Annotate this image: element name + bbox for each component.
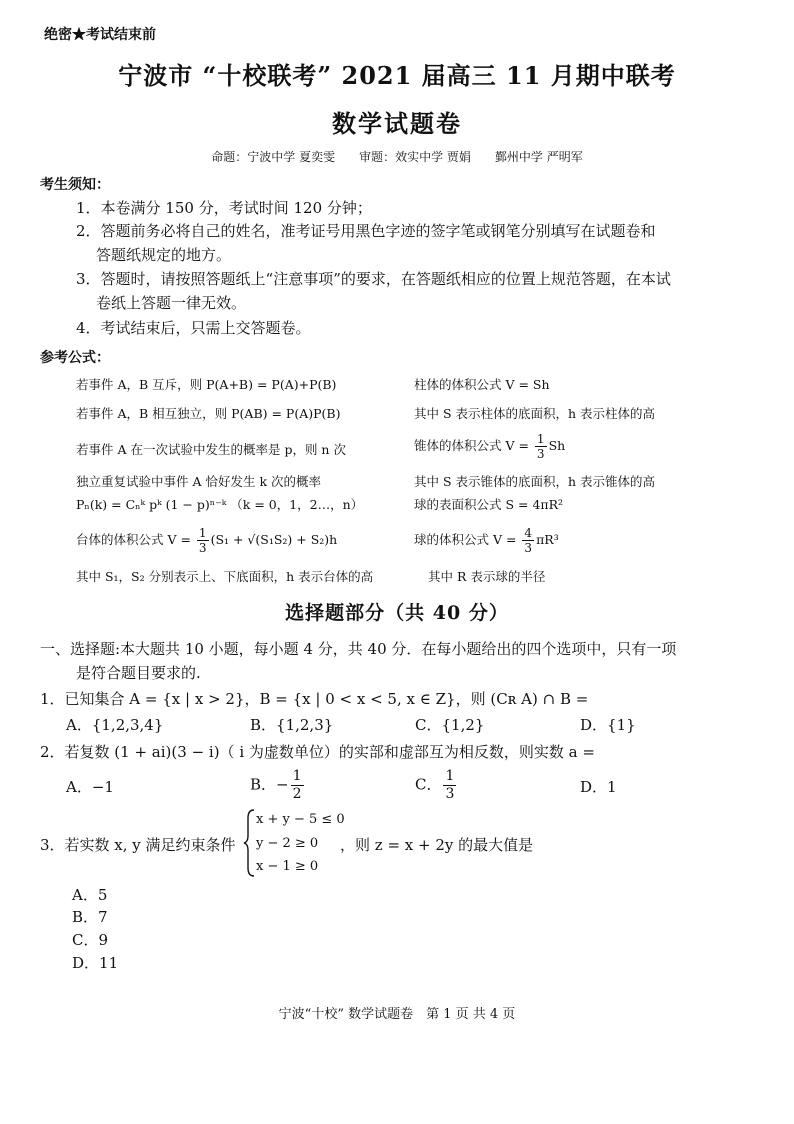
part-instruction: 一、选择题:本大题共 10 小题，每小题 4 分，共 40 分．在每小题给出的四个选项中，只有一项 [40,640,677,658]
question-1-option-d: D．{1} [580,716,636,734]
notice-item: 2．答题前务必将自己的姓名，准考证号用黑色字迹的签字笔或钢笔分别填写在试题卷和 [76,222,656,240]
question-2-option-b: B．− $\frac{1}{2}$ [250,768,302,802]
question-1-option-a: A．{1,2,3,4} [66,716,164,734]
formula-mutually-exclusive: 若事件 A，B 互斥，则 P(A+B) = P(A)+P(B) [76,377,337,392]
fraction-four-thirds: $\frac{4}{3}$ [524,526,533,555]
fraction-one-half: $\frac{1}{2}$ [292,768,302,802]
question-1-stem: 1．已知集合 A = {x | x > 2}，B = {x | 0 < x < 5, x ∈ Z}，则 (Cʀ A) ∩ B = [40,690,589,708]
formula-cone-note: 其中 S 表示锥体的底面积，h 表示锥体的高 [414,474,656,489]
formula-sphere-note: 其中 R 表示球的半径 [428,569,546,584]
part-title: 选择题部分（共 40 分） [285,602,509,624]
exam-title: 宁波市 “十校联考” 2021 届高三 11 月期中联考 [118,61,676,90]
notice-item: 卷纸上答题一律无效。 [96,294,247,312]
fraction-one-third: $\frac{1}{3}$ [198,526,207,555]
question-1-option-b: B．{1,2,3} [250,716,334,734]
question-3-option-d: D．11 [72,954,119,972]
formula-independent: 若事件 A，B 相互独立，则 P(AB) = P(A)P(B) [76,406,341,421]
notice-item: 答题纸规定的地方。 [96,246,232,264]
question-1-option-c: C．{1,2} [415,716,485,734]
fraction-one-third: $\frac{1}{3}$ [536,432,545,461]
notice-item: 4．考试结束后，只需上交答题卷。 [76,319,311,337]
notice-item: 3．答题时，请按照答题纸上“注意事项”的要求，在答题纸相应的位置上规范答题，在本试 [76,270,671,288]
formula-sphere-area: 球的表面积公式 S = 4πR² [414,497,564,512]
formula-frustum-volume: 台体的体积公式 V = $\frac{1}{3}$ (S₁ + √(S₁S₂) + S₂)h [76,526,338,555]
left-brace-icon [242,808,256,878]
notice-heading: 考生须知： [40,177,110,193]
question-3-option-b: B．7 [72,908,108,926]
constraint-3: x − 1 ≥ 0 [256,859,319,874]
notice-item: 1．本卷满分 150 分，考试时间 120 分钟； [76,199,372,217]
formula-sphere-volume: 球的体积公式 V = $\frac{4}{3}$ πR³ [414,526,559,555]
constraint-1: x + y − 5 ≤ 0 [256,812,345,827]
formula-prism-note: 其中 S 表示柱体的底面积，h 表示柱体的高 [414,406,656,421]
part-instruction-cont: 是符合题目要求的. [76,664,201,682]
page-footer: 宁波“十校” 数学试题卷 第 1 页 共 4 页 [278,1007,516,1022]
question-3-option-c: C．9 [72,931,109,949]
authors-line: 命题：宁波中学 夏奕雯 审题：效实中学 贾娟 鄞州中学 严明军 [211,150,583,164]
question-2-stem: 2．若复数 (1 + ai)(3 − i)（ i 为虚数单位）的实部和虚部互为相反数，则实数 a = [40,743,595,761]
formula-prism-volume: 柱体的体积公式 V = Sh [414,377,550,392]
formula-bernoulli: Pₙ(k) = Cₙᵏ pᵏ (1 − p)ⁿ⁻ᵏ （k = 0，1，2…，n） [76,497,364,512]
formula-bernoulli-text-1: 若事件 A 在一次试验中发生的概率是 p，则 n 次 [76,442,346,457]
formulas-heading: 参考公式： [40,350,110,366]
question-2-option-c: C． $\frac{1}{3}$ [415,768,455,802]
formula-bernoulli-text-2: 独立重复试验中事件 A 恰好发生 k 次的概率 [76,474,321,489]
question-3-option-a: A．5 [72,886,108,904]
constraint-2: y − 2 ≥ 0 [256,836,319,851]
formula-frustum-note: 其中 S₁，S₂ 分别表示上、下底面积，h 表示台体的高 [76,569,374,584]
question-3-stem-prefix: 3．若实数 x, y 满足约束条件 [40,836,236,854]
fraction-one-third: $\frac{1}{3}$ [445,768,455,802]
question-2-option-a: A．−1 [66,778,114,796]
question-2-option-d: D．1 [580,778,617,796]
paper-subtitle: 数学试题卷 [332,109,462,138]
confidential-mark: 绝密★考试结束前 [44,27,156,43]
formula-cone-volume: 锥体的体积公式 V = $\frac{1}{3}$ Sh [414,432,566,461]
question-3-stem-suffix: ，则 z = x + 2y 的最大值是 [340,836,534,854]
